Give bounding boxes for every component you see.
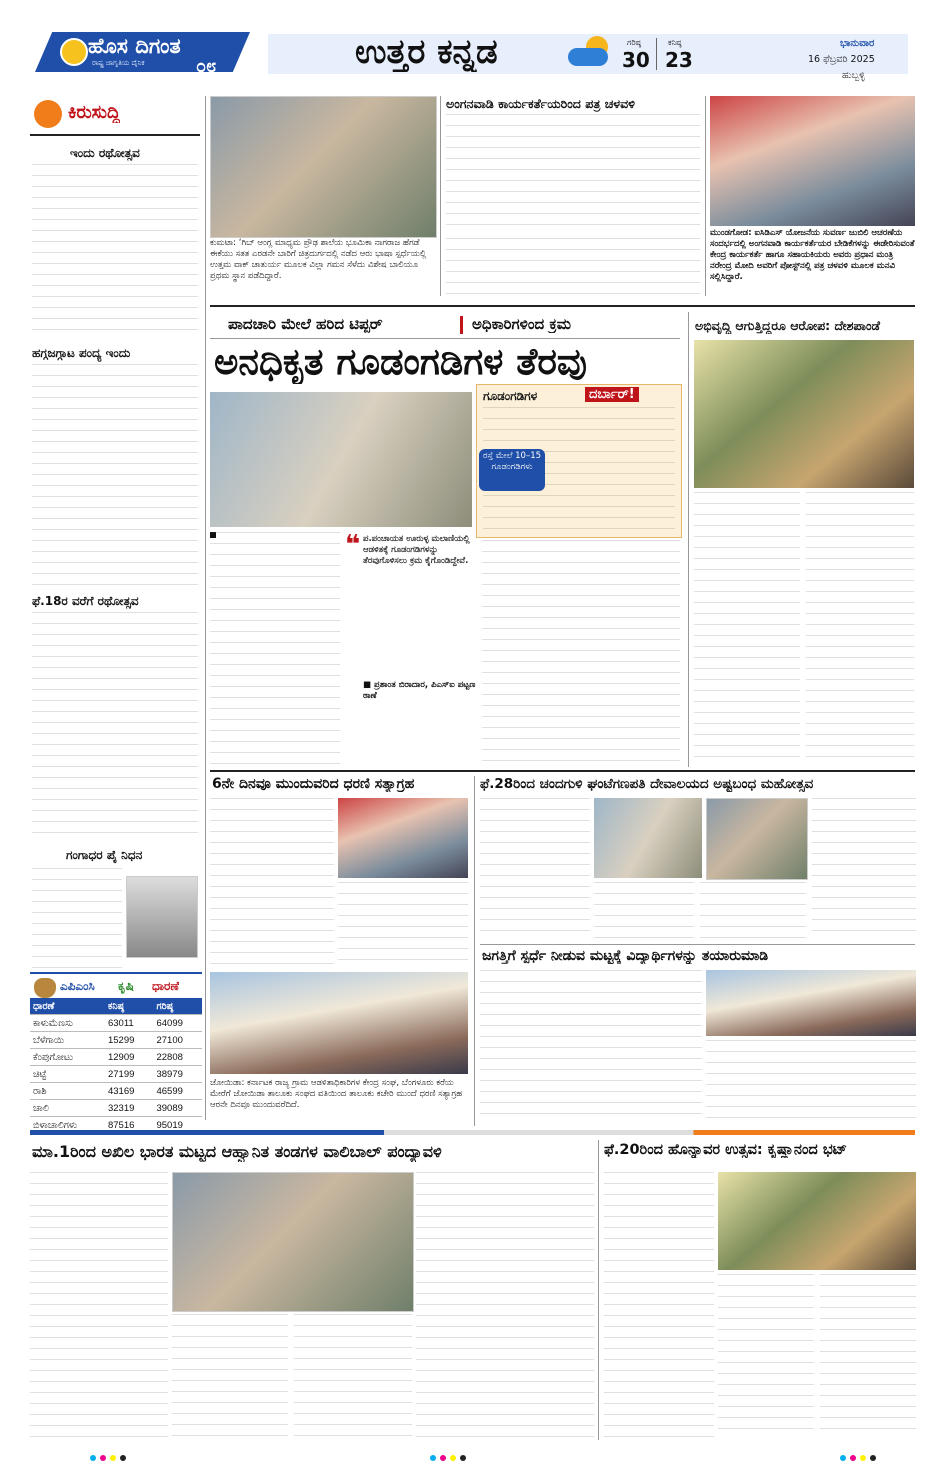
section-rule [210, 305, 915, 307]
masthead [0, 0, 945, 92]
temple-body-3 [700, 882, 806, 940]
dharane-photo-1 [338, 798, 468, 878]
brand-tagline: ರಾಷ್ಟ್ರ ಜಾಗೃತಿಯ ದೈನಿಕ [92, 59, 145, 67]
darbar-pre: ಗೂಡಂಗಡಿಗಳ [483, 389, 538, 403]
joida-caption: ಜೋಯಿಡಾ: ಕರ್ನಾಟಕ ರಾಜ್ಯ ಗ್ರಾಮ ಆಡಳಿತಾಧಿಕಾರಿಗಳ ಕೇಂದ್ರ ಸಂಘ, ಬೆಂಗಳೂರು ಕರೆಯ ಮೇರೆಗೆ ಜೋಯಿಡಾ ತಾಲೂಕು ಸಂಘದ ವತಿಯಿಂದ ತಾಲೂಕು ಕಚೇರಿ ಮುಂದೆ ಧರಣಿ ಸತ್ಯಾಗ್ರಹ ಆರನೇ ದಿನವೂ ಮುಂದುವರೆದಿದೆ. [210, 1078, 463, 1110]
table-row [30, 1032, 202, 1049]
tipper-body-2 [482, 540, 680, 764]
finger-icon [34, 100, 62, 128]
quote-box [345, 530, 477, 730]
dharane-photo-2 [210, 972, 468, 1074]
table-row [30, 1015, 202, 1032]
commodity-name: ರಾಶಿ [30, 1083, 105, 1100]
kiru-heading-1: ಇಂದು ರಥೋತ್ಸವ [70, 146, 140, 160]
temple-body-1 [480, 798, 590, 940]
min-price: 27199 [105, 1066, 154, 1083]
kiru-heading-3: ಫೆ.18ರ ವರೆಗೆ ರಥೋತ್ಸವ [32, 594, 139, 608]
honnavar-body-2 [718, 1274, 814, 1437]
kiru-title-rule [30, 134, 200, 136]
tipper-headline: ಅನಧಿಕೃತ ಗೂಡಂಗಡಿಗಳ ತೆರವು [214, 340, 588, 383]
column-divider [598, 1140, 599, 1440]
darbar-badge: ರಸ್ತೆ ಮೇಲೆ 10–15 ಗೂಡಂಗಡಿಗಳು [479, 449, 545, 491]
max-price: 39089 [153, 1100, 202, 1117]
max-price: 64099 [153, 1015, 202, 1032]
volley-body-1 [30, 1172, 168, 1437]
section-rule [210, 770, 915, 772]
issue-day: ಭಾನುವಾರ [840, 38, 875, 49]
commodity-name: ಕಾಳುಮೆಣಸು [30, 1015, 105, 1032]
darbar-label: ದರ್ಬಾರ್! [585, 387, 639, 402]
min-price: 87516 [105, 1117, 154, 1134]
apmc-title-c: ಧಾರಣೆ [152, 979, 180, 993]
honnavar-headline: ಫೆ.20ರಿಂದ ಹೊನ್ನಾವರ ಉತ್ಸವ: ಕೃಷ್ಣಾನಂದ ಭಟ್ [604, 1142, 847, 1158]
max-price: 27100 [153, 1032, 202, 1049]
darbar-box [476, 384, 682, 538]
tipper-body-1 [210, 532, 340, 764]
apmc-title-b: ಕೃಷಿ [118, 979, 134, 993]
max-price: 22808 [153, 1049, 202, 1066]
tipper-kicker: ಪಾದಚಾರಿ ಮೇಲೆ ಹರಿದ ಟಿಪ್ಪರ್ [228, 315, 383, 333]
students-headline: ಜಗತ್ತಿಗೆ ಸ್ಪರ್ಧೆ ನೀಡುವ ಮಟ್ಟಕ್ಕೆ ವಿದ್ಯಾರ್ಥಿಗಳನ್ನು ತಯಾರುಮಾಡಿ [482, 948, 769, 964]
kiru-heading-2: ಹಗ್ಗಜಗ್ಗಾಟ ಪಂದ್ಯ ಇಂದು [32, 346, 131, 360]
volley-body-4 [416, 1172, 594, 1437]
kumta-caption: ಕುಮಟಾ: ‘ಗಿಬ್ ಆಂಗ್ಲ ಮಾಧ್ಯಮ ಪ್ರೌಢ ಶಾಲೆಯ ಭೂಮಿಕಾ ನಾಗರಾಜ ಹೆಗಡೆ ಈಕೆಯು ಸತತ ಎರಡನೇ ಬಾರಿಗೆ ಚಿತ್ರದುರ್ಗದಲ್ಲಿ ನಡೆದ ಆರು ಭಾಷಾ ಸ್ಪರ್ಧೆಯಲ್ಲಿ ಉತ್ತಮ ವಾಕ್ ಚಾತುರ್ಯ ಮೂಲಕ ವಿಲ್ಲಾ ಗಮನ ಸೆಳೆದು ವಿಶೇಷ ಬಾಲಿಯೂ ಪ್ರಥಮ ಸ್ಥಾನ ಪಡೆದಿದ್ದಾರೆ. [210, 238, 427, 281]
min-price: 43169 [105, 1083, 154, 1100]
print-registration-marks [430, 1446, 470, 1465]
temple-body-4 [812, 798, 916, 940]
brand-name: ಹೊಸ ದಿಗಂತ [88, 34, 181, 58]
apmc-box [30, 972, 202, 1131]
kiru-body-1 [32, 164, 198, 339]
temple-photo-2 [706, 798, 808, 880]
min-price: 32319 [105, 1100, 154, 1117]
commodity-name: ಚಿಟ್ಟೆ [30, 1066, 105, 1083]
max-temp-label: ಗರಿಷ್ಠ [627, 38, 641, 47]
volley-body-3 [294, 1314, 412, 1437]
min-temp: 23 [665, 48, 693, 72]
anganwadi-headline: ಅಂಗನವಾಡಿ ಕಾರ್ಯಕರ್ತೆಯರಿಂದ ಪತ್ರ ಚಳವಳಿ [446, 96, 635, 111]
commodity-name: ಬಿಳಾಚಾಲಿಗಳು [30, 1117, 105, 1134]
kiru-suddi-column [30, 96, 200, 970]
deshpande-body-2 [806, 492, 914, 764]
kiru-heading-4: ಗಂಗಾಧರ ಪೈ ನಿಧನ [66, 848, 143, 862]
min-price: 12909 [105, 1049, 154, 1066]
min-price: 15299 [105, 1032, 154, 1049]
students-body-1 [480, 970, 702, 1124]
kiru-title: ಕಿರುಸುದ್ದಿ [68, 102, 121, 123]
deshpande-body-1 [694, 492, 800, 764]
print-registration-marks [90, 1446, 130, 1465]
weather-cloud-sun-icon [568, 36, 614, 70]
edition-city: ಹುಬ್ಬಳ್ಳಿ [842, 70, 865, 81]
honnavar-photo [718, 1172, 916, 1270]
column-divider [705, 96, 706, 296]
table-row [30, 1100, 202, 1117]
deshpande-photo [694, 340, 914, 488]
column-divider [474, 776, 475, 1126]
commodity-name: ಕೆಂಪುಗೋಟು [30, 1049, 105, 1066]
apmc-col-header: ಕನಿಷ್ಠ [105, 998, 154, 1015]
commodity-name: ಚಾಲಿ [30, 1100, 105, 1117]
min-temp-label: ಕನಿಷ್ಠ [668, 38, 682, 47]
column-divider [688, 312, 689, 767]
table-row [30, 1083, 202, 1100]
kicker-divider [460, 316, 463, 334]
kiru-body-4 [32, 868, 122, 968]
apmc-col-header: ಧಾರಣೆ [30, 998, 105, 1015]
volley-photo [172, 1172, 414, 1312]
table-row [30, 1049, 202, 1066]
shop-street-photo [210, 392, 472, 527]
colored-separator [30, 1130, 915, 1135]
apmc-title-a: ಎಪಿಎಂಸಿ [60, 979, 95, 993]
temple-headline: ಫೆ.28ರಿಂದ ಚಂದಗುಳಿ ಘಂಟೆಗಣಪತಿ ದೇವಾಲಯದ ಅಷ್ಟಬಂಧ ಮಹೋತ್ಸವ [480, 776, 814, 792]
honnavar-body-1 [604, 1172, 714, 1437]
min-price: 63011 [105, 1015, 154, 1032]
dharane-body-1 [210, 798, 334, 966]
grain-sack-icon [34, 978, 56, 998]
tipper-kicker-2: ಅಧಿಕಾರಿಗಳಿಂದ ಕ್ರಮ [472, 315, 572, 333]
kiru-body-2 [32, 364, 198, 586]
max-price: 95019 [153, 1117, 202, 1134]
temp-divider [656, 38, 657, 70]
deshpande-headline: ಅಭಿವೃದ್ಧಿ ಆಗುತ್ತಿದ್ದರೂ ಆರೋಪ: ದೇಶಪಾಂಡೆ [695, 318, 880, 333]
kumta-photo [210, 96, 437, 238]
obituary-photo [126, 876, 198, 958]
honnavar-body-3 [820, 1274, 916, 1437]
section-title: ಉತ್ತರ ಕನ್ನಡ [355, 32, 498, 72]
commodity-name: ಬೆಳೆಗಾಯಿ [30, 1032, 105, 1049]
students-photo [706, 970, 916, 1036]
mundgod-photo [710, 96, 915, 226]
logo-sun-icon [60, 38, 88, 66]
print-registration-marks [840, 1446, 880, 1465]
anganwadi-body-left [446, 238, 700, 298]
quote-text: ಪ.ಪಂಚಾಯತ ಊರುಳ್ಳ ಮಲಾಣಿಯಲ್ಲಿ ಆಡಳಿತಕ್ಕೆ ಗೂಡಂಗಡಿಗಳನ್ನು ತೆರವುಗೊಳಿಸಲು ಕ್ರಮ ಕೈಗೊಂಡಿದ್ದೇವೆ. [363, 534, 470, 566]
max-temp: 30 [622, 48, 650, 72]
max-price: 46599 [153, 1083, 202, 1100]
issue-date: 16 ಫೆಬ್ರವರಿ 2025 [808, 54, 875, 65]
anganwadi-body-top [446, 114, 700, 234]
mundgod-caption: ಮುಂಡಗೋಡ: ಐಸಿಡಿಎಸ್ ಯೋಜನೆಯ ಸುವರ್ಣ ಜುಬಿಲಿ ಆಚರಣೆಯ ಸಂದರ್ಭದಲ್ಲಿ ಅಂಗನವಾಡಿ ಕಾರ್ಯಕರ್ತೆಯರ ಬೇಡಿಕೆಗಳನ್ನು ಈಡೇರಿಸುವಂತೆ ಕೇಂದ್ರ ಕಾರ್ಯಕರ್ತೆ ಹಾಗೂ ಸಹಾಯಕಿಯರು ಅವರು ಪ್ರಧಾನ ಮಂತ್ರಿ ನರೇಂದ್ರ ಮೋದಿ ಅವರಿಗೆ ಪೋಸ್ಟ್‌ನಲ್ಲಿ ಪತ್ರ ಚಳವಳಿ ಮೂಲಕ ಮನವಿ ಸಲ್ಲಿಸಿದ್ದಾರೆ. [710, 228, 915, 282]
column-divider [205, 96, 206, 1120]
volley-body-2 [172, 1314, 288, 1437]
max-price: 38979 [153, 1066, 202, 1083]
column-divider [440, 96, 441, 296]
section-rule [480, 944, 915, 945]
kiru-body-3 [32, 612, 198, 840]
quote-sign: ■ ಪ್ರಶಾಂತ ಬಿರಾದಾರ, ಪಿಎಸ್ಐ ಪಟ್ಟಣ ಠಾಣೆ [363, 680, 476, 701]
apmc-table [30, 998, 202, 1134]
apmc-col-header: ಗರಿಷ್ಠ [153, 998, 202, 1015]
dharane-headline: 6ನೇ ದಿನವೂ ಮುಂದುವರಿದ ಧರಣಿ ಸತ್ಯಾಗ್ರಹ [212, 776, 415, 792]
students-body-2 [706, 1040, 916, 1124]
dharane-body-2 [338, 882, 468, 968]
table-row [30, 1066, 202, 1083]
temple-body-2 [594, 882, 694, 940]
quote-mark-icon: ❝ [345, 530, 361, 560]
page-number: ೦೮ [196, 56, 217, 77]
temple-photo-1 [594, 798, 702, 878]
tipper-kicker-bar [210, 312, 680, 339]
volley-headline: ಮಾ.1ರಿಂದ ಅಖಿಲ ಭಾರತ ಮಟ್ಟದ ಆಹ್ವಾನಿತ ತಂಡಗಳ ವಾಲಿಬಾಲ್ ಪಂದ್ಯಾವಳಿ [32, 1142, 442, 1161]
